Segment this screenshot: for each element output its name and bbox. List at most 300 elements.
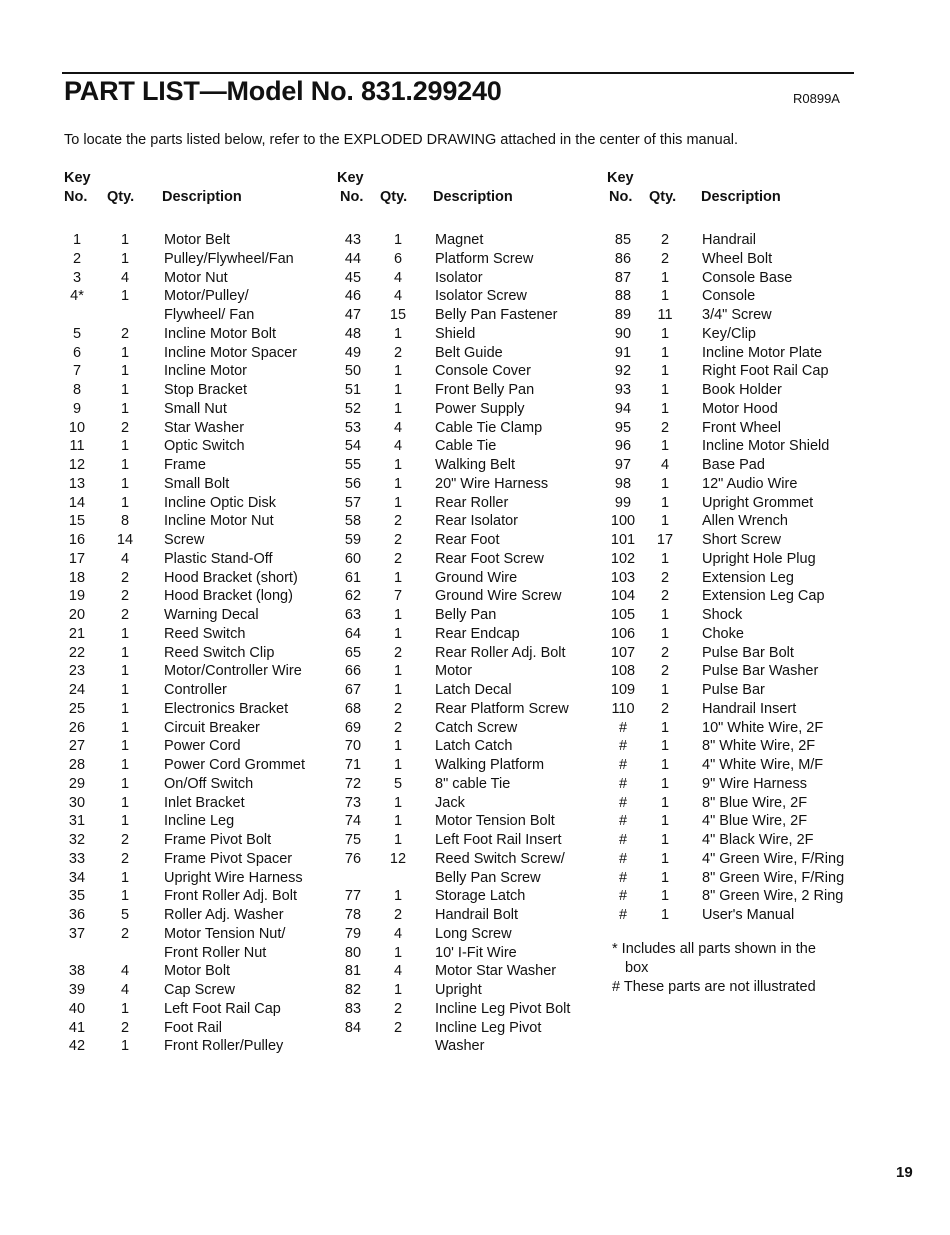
part-description: Hood Bracket (short) [164, 569, 298, 586]
part-key: 110 [611, 700, 635, 717]
part-key: 92 [614, 363, 632, 380]
part-key: 52 [344, 400, 362, 417]
page-title: PART LIST—Model No. 831.299240 [64, 76, 502, 106]
footnote-not-illustrated: # These parts are not illustrated [612, 978, 816, 995]
part-key: 87 [614, 269, 632, 286]
part-key: 77 [344, 888, 362, 905]
part-qty: 1 [120, 700, 130, 717]
part-qty: 7 [393, 588, 403, 605]
part-key: 35 [68, 888, 86, 905]
part-qty: 2 [393, 700, 403, 717]
part-description: Wheel Bolt [702, 250, 773, 267]
part-qty: 1 [660, 738, 670, 755]
part-description: Belly Pan Screw [435, 869, 541, 886]
part-description: 8" Green Wire, F/Ring [702, 869, 845, 886]
part-qty: 4 [120, 963, 130, 980]
header-key: Key [64, 170, 91, 186]
part-qty: 4 [393, 438, 403, 455]
header-qty: Qty. [649, 189, 677, 205]
part-qty: 1 [660, 813, 670, 830]
part-key: 33 [68, 850, 86, 867]
part-description: Cable Tie Clamp [435, 419, 543, 436]
part-qty: 2 [120, 419, 130, 436]
part-key: 76 [344, 850, 362, 867]
part-qty: 1 [120, 1000, 130, 1017]
part-key: 104 [610, 588, 636, 605]
part-description: 8" Green Wire, 2 Ring [702, 888, 844, 905]
part-key: # [618, 869, 628, 886]
part-qty: 2 [120, 607, 130, 623]
part-qty: 2 [393, 532, 403, 548]
part-key: 7 [72, 363, 82, 380]
part-qty: 1 [660, 607, 670, 623]
part-description: Jack [435, 794, 465, 811]
part-description: 10" White Wire, 2F [702, 719, 824, 736]
column-header [605, 170, 865, 232]
header-key: Key [337, 170, 364, 186]
part-description: Rear Platform Screw [435, 700, 569, 717]
part-description: Front Wheel [702, 419, 781, 436]
part-qty: 1 [660, 325, 670, 342]
part-description: 8" Blue Wire, 2F [702, 794, 808, 811]
part-key: 16 [68, 532, 86, 548]
part-key: 70 [344, 738, 362, 755]
part-qty: 2 [660, 232, 670, 248]
part-description: 4" Green Wire, F/Ring [702, 850, 845, 867]
part-key: 37 [68, 925, 86, 942]
part-key: 45 [344, 269, 362, 286]
part-key: # [618, 907, 628, 923]
part-description: Rear Roller [435, 494, 509, 511]
part-key: 34 [68, 869, 86, 886]
part-description: Frame [164, 457, 206, 473]
part-description: Star Washer [164, 419, 245, 436]
part-description: Catch Screw [435, 719, 518, 736]
part-qty: 2 [120, 832, 130, 848]
part-key: 28 [68, 757, 86, 773]
part-qty: 1 [393, 457, 403, 473]
part-description: Right Foot Rail Cap [702, 363, 829, 380]
part-description: Incline Optic Disk [164, 494, 277, 511]
part-key: 38 [68, 963, 86, 980]
part-qty: 1 [393, 888, 403, 905]
parts-column-3 [605, 170, 865, 923]
part-qty: 14 [116, 532, 134, 548]
part-key: 18 [68, 569, 86, 586]
part-qty: 1 [393, 982, 403, 998]
part-key: 69 [344, 719, 362, 736]
part-key: 31 [68, 813, 86, 830]
part-description: Console [702, 288, 756, 305]
part-description: Rear Foot [435, 532, 500, 548]
part-key: 61 [344, 569, 362, 586]
part-description: Allen Wrench [702, 513, 788, 530]
part-qty: 1 [120, 869, 130, 886]
part-description: Reed Switch Screw/ [435, 850, 565, 867]
part-key: 6 [72, 344, 82, 361]
part-description: Power Cord Grommet [164, 757, 306, 773]
part-qty: 4 [660, 457, 670, 473]
part-description: Rear Endcap [435, 625, 520, 642]
part-description: Motor Belt [164, 232, 231, 248]
part-key: 46 [344, 288, 362, 305]
part-key: 67 [344, 682, 362, 698]
part-key: 20 [68, 607, 86, 623]
part-qty: 1 [660, 869, 670, 886]
part-qty: 2 [120, 925, 130, 942]
part-qty: 1 [393, 569, 403, 586]
part-qty: 1 [120, 888, 130, 905]
part-key: 51 [344, 382, 362, 398]
header-no: No. [609, 189, 633, 205]
part-qty: 1 [120, 663, 130, 680]
part-qty: 2 [660, 588, 670, 605]
part-key: 9 [72, 400, 82, 417]
part-description: Walking Platform [435, 757, 545, 773]
part-key: 90 [614, 325, 632, 342]
part-qty: 1 [660, 850, 670, 867]
part-key: 41 [68, 1019, 86, 1036]
part-description: Power Cord [164, 738, 241, 755]
part-description: Cap Screw [164, 982, 235, 998]
parts-column-1 [62, 170, 330, 1055]
part-key: 49 [344, 344, 362, 361]
part-qty: 1 [660, 719, 670, 736]
part-description: Long Screw [435, 925, 512, 942]
part-qty: 1 [120, 644, 130, 661]
part-description: Upright Hole Plug [702, 550, 816, 567]
header-key: Key [607, 170, 634, 186]
part-key: 86 [614, 250, 632, 267]
part-qty: 1 [120, 438, 130, 455]
part-description: Electronics Bracket [164, 700, 289, 717]
intro-text: To locate the parts listed below, refer to the EXPLODED DRAWING attached in the center of this manual. [64, 132, 739, 148]
part-key: 21 [68, 625, 86, 642]
part-description: 4" Blue Wire, 2F [702, 813, 808, 830]
part-description: Pulse Bar Bolt [702, 644, 794, 661]
part-key: # [618, 832, 628, 848]
part-description: Motor Star Washer [435, 963, 557, 980]
part-qty: 1 [120, 232, 130, 248]
part-description: Rear Isolator [435, 513, 519, 530]
part-key: 62 [344, 588, 362, 605]
part-description: Belly Pan Fastener [435, 307, 558, 323]
part-qty: 1 [120, 400, 130, 417]
part-key: 29 [68, 775, 86, 792]
part-description: Rear Roller Adj. Bolt [435, 644, 566, 661]
part-qty: 2 [120, 1019, 130, 1036]
part-key: 95 [614, 419, 632, 436]
part-description: Shock [702, 607, 743, 623]
part-qty: 1 [660, 494, 670, 511]
part-key: 15 [68, 513, 86, 530]
part-qty: 1 [393, 400, 403, 417]
part-qty: 1 [393, 757, 403, 773]
part-description: Controller [164, 682, 227, 698]
part-qty: 2 [660, 663, 670, 680]
part-qty: 1 [660, 438, 670, 455]
part-qty: 1 [120, 344, 130, 361]
part-qty: 1 [120, 625, 130, 642]
part-qty: 2 [393, 719, 403, 736]
part-description: Handrail Insert [702, 700, 797, 717]
part-qty: 1 [660, 400, 670, 417]
part-key: # [618, 738, 628, 755]
part-key: 71 [344, 757, 362, 773]
part-description: Screw [164, 532, 205, 548]
header-description: Description [433, 189, 513, 205]
part-description: Frame Pivot Bolt [164, 832, 272, 848]
part-qty: 2 [660, 700, 670, 717]
part-key: 63 [344, 607, 362, 623]
part-description: Reed Switch Clip [164, 644, 275, 661]
part-description: Motor Nut [164, 269, 228, 286]
part-qty: 1 [660, 625, 670, 642]
part-key: 44 [344, 250, 362, 267]
part-key: 73 [344, 794, 362, 811]
part-description: Short Screw [702, 532, 781, 548]
part-key: 98 [614, 475, 632, 492]
part-key: 4* [70, 288, 84, 305]
part-description: Power Supply [435, 400, 525, 417]
page-number: 19 [896, 1164, 913, 1181]
part-description: Front Roller/Pulley [164, 1038, 284, 1055]
part-key: 26 [68, 719, 86, 736]
part-qty: 1 [393, 625, 403, 642]
part-qty: 1 [120, 475, 130, 492]
part-key: 32 [68, 832, 86, 848]
part-qty: 1 [120, 382, 130, 398]
part-qty: 6 [393, 250, 403, 267]
part-description: Small Bolt [164, 475, 230, 492]
part-qty: 1 [120, 775, 130, 792]
part-description: Platform Screw [435, 250, 534, 267]
part-description: Console Cover [435, 363, 531, 380]
part-description: 3/4" Screw [702, 307, 772, 323]
part-qty: 1 [393, 794, 403, 811]
part-key: 109 [610, 682, 636, 698]
part-description: 9" Wire Harness [702, 775, 808, 792]
part-qty: 2 [393, 1000, 403, 1017]
part-qty: 4 [393, 925, 403, 942]
part-description: Handrail Bolt [435, 907, 519, 923]
part-description: 12" Audio Wire [702, 475, 798, 492]
part-key: 36 [68, 907, 86, 923]
part-qty: 1 [393, 944, 403, 961]
part-qty: 1 [660, 888, 670, 905]
part-qty: 1 [120, 738, 130, 755]
column-header [62, 170, 330, 232]
part-qty: 2 [393, 1019, 403, 1036]
part-key: 39 [68, 982, 86, 998]
part-key: 56 [344, 475, 362, 492]
part-description: Warning Decal [164, 607, 259, 623]
part-key: 30 [68, 794, 86, 811]
part-qty: 4 [120, 982, 130, 998]
part-description: Left Foot Rail Cap [164, 1000, 281, 1017]
part-key: 93 [614, 382, 632, 398]
part-key: 1 [72, 232, 82, 248]
part-qty: 1 [393, 832, 403, 848]
part-qty: 4 [120, 550, 130, 567]
part-description: Plastic Stand-Off [164, 550, 273, 567]
part-qty: 4 [393, 288, 403, 305]
part-qty: 1 [120, 288, 130, 305]
part-qty: 12 [389, 850, 407, 867]
part-description: Upright Wire Harness [164, 869, 303, 886]
part-description: Console Base [702, 269, 793, 286]
footnotes [612, 940, 852, 996]
part-description: Circuit Breaker [164, 719, 260, 736]
part-qty: 2 [660, 419, 670, 436]
part-key: 43 [344, 232, 362, 248]
part-description: Motor/Controller Wire [164, 663, 302, 680]
header-description: Description [701, 189, 781, 205]
part-qty: 1 [393, 607, 403, 623]
document-code: R0899A [793, 91, 840, 106]
part-description: Foot Rail [164, 1019, 223, 1036]
part-qty: 2 [393, 644, 403, 661]
part-description: Motor Tension Nut/ [164, 925, 286, 942]
part-description: Incline Motor Plate [702, 344, 823, 361]
part-description: Key/Clip [702, 325, 756, 342]
part-description: Extension Leg Cap [702, 588, 825, 605]
part-qty: 1 [393, 663, 403, 680]
part-key: # [618, 757, 628, 773]
part-key: 65 [344, 644, 362, 661]
part-qty: 4 [393, 963, 403, 980]
part-qty: 1 [660, 832, 670, 848]
part-key: 24 [68, 682, 86, 698]
part-description: On/Off Switch [164, 775, 254, 792]
part-qty: 1 [393, 363, 403, 380]
part-qty: 1 [660, 513, 670, 530]
header-description: Description [162, 189, 242, 205]
part-key: 22 [68, 644, 86, 661]
part-description: Incline Motor Spacer [164, 344, 297, 361]
part-qty: 1 [120, 494, 130, 511]
part-key: 13 [68, 475, 86, 492]
part-key: 97 [614, 457, 632, 473]
part-qty: 4 [120, 269, 130, 286]
part-key: 5 [72, 325, 82, 342]
part-qty: 2 [660, 250, 670, 267]
part-qty: 1 [660, 382, 670, 398]
part-qty: 1 [393, 813, 403, 830]
part-key: 99 [614, 494, 632, 511]
part-description: Incline Leg Pivot [435, 1019, 542, 1036]
part-description: Incline Motor [164, 363, 248, 380]
part-key: 53 [344, 419, 362, 436]
part-qty: 4 [393, 269, 403, 286]
part-key: 54 [344, 438, 362, 455]
part-description: 8" cable Tie [435, 775, 511, 792]
part-description: Reed Switch [164, 625, 246, 642]
part-description: Upright Grommet [702, 494, 814, 511]
part-description: Hood Bracket (long) [164, 588, 293, 605]
footnote-included-cont: box [625, 959, 649, 976]
part-description: Incline Motor Bolt [164, 325, 277, 342]
part-qty: 17 [656, 532, 674, 548]
part-key: 106 [610, 625, 636, 642]
part-key: 58 [344, 513, 362, 530]
part-key: 40 [68, 1000, 86, 1017]
part-qty: 1 [660, 363, 670, 380]
part-description: User's Manual [702, 907, 795, 923]
part-key: 78 [344, 907, 362, 923]
part-qty: 2 [393, 344, 403, 361]
part-qty: 1 [660, 475, 670, 492]
part-description: 4" Black Wire, 2F [702, 832, 814, 848]
part-key: # [618, 794, 628, 811]
part-description: Handrail [702, 232, 756, 248]
part-key: 60 [344, 550, 362, 567]
part-description: Ground Wire Screw [435, 588, 562, 605]
part-key: 68 [344, 700, 362, 717]
part-key: 91 [614, 344, 632, 361]
part-description: Left Foot Rail Insert [435, 832, 562, 848]
part-description: Pulse Bar Washer [702, 663, 819, 680]
part-qty: 1 [660, 794, 670, 811]
part-key: 75 [344, 832, 362, 848]
part-key: 12 [68, 457, 86, 473]
part-description: Optic Switch [164, 438, 245, 455]
part-key: 59 [344, 532, 362, 548]
part-key: 88 [614, 288, 632, 305]
part-key: 17 [68, 550, 86, 567]
part-description: Front Roller Nut [164, 944, 267, 961]
part-description: 20" Wire Harness [435, 475, 549, 492]
part-qty: 1 [120, 813, 130, 830]
part-description: Cable Tie [435, 438, 497, 455]
part-key: 102 [610, 550, 636, 567]
part-key: 2 [72, 250, 82, 267]
part-qty: 1 [393, 232, 403, 248]
part-description: Motor/Pulley/ [164, 288, 249, 305]
part-qty: 2 [120, 850, 130, 867]
part-description: Roller Adj. Washer [164, 907, 284, 923]
part-key: 23 [68, 663, 86, 680]
part-description: Washer [435, 1038, 485, 1055]
part-qty: 1 [660, 550, 670, 567]
part-description: Pulley/Flywheel/Fan [164, 250, 294, 267]
parts-column-2 [335, 170, 605, 1055]
part-description: Motor Hood [702, 400, 778, 417]
part-key: # [618, 775, 628, 792]
part-description: Upright [435, 982, 482, 998]
part-qty: 2 [660, 644, 670, 661]
part-key: 47 [344, 307, 362, 323]
part-qty: 2 [393, 513, 403, 530]
part-qty: 5 [393, 775, 403, 792]
part-key: 107 [610, 644, 636, 661]
part-description: Inlet Bracket [164, 794, 245, 811]
part-qty: 2 [120, 325, 130, 342]
part-description: Flywheel/ Fan [164, 307, 255, 323]
part-description: Walking Belt [435, 457, 516, 473]
part-qty: 1 [660, 288, 670, 305]
part-qty: 2 [120, 588, 130, 605]
part-qty: 1 [120, 794, 130, 811]
part-description: Incline Leg [164, 813, 235, 830]
part-description: Front Belly Pan [435, 382, 535, 398]
part-qty: 1 [660, 269, 670, 286]
part-key: # [618, 850, 628, 867]
part-description: Incline Leg Pivot Bolt [435, 1000, 571, 1017]
part-qty: 1 [660, 682, 670, 698]
part-key: # [618, 719, 628, 736]
part-qty: 1 [660, 757, 670, 773]
